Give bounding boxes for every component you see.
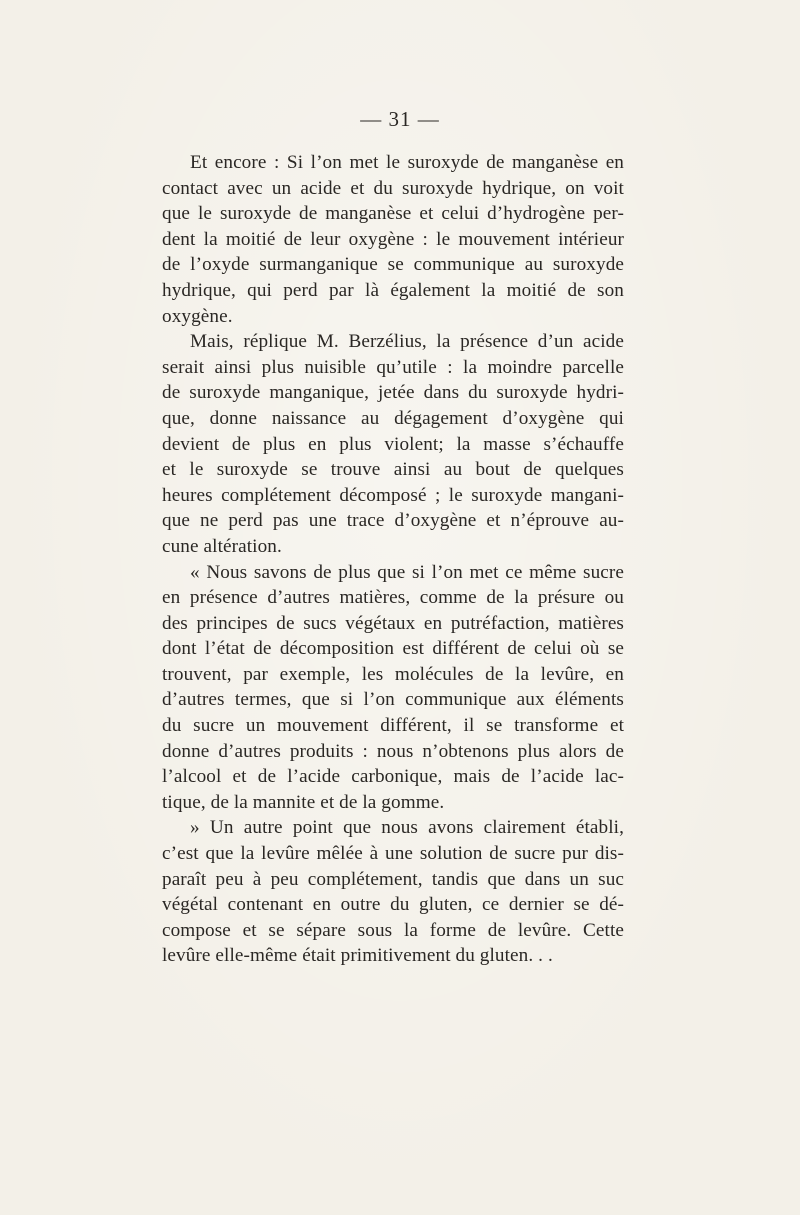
- text-line: « Nous savons de plus que si l’on met ce même sucre: [190, 561, 624, 583]
- text-line: d’autres termes, que si l’on communique aux éléments: [162, 689, 624, 711]
- text-line: et le suroxyde se trouve ainsi au bout de quelques: [162, 459, 624, 481]
- text-line: des principes de sucs végétaux en putréfaction, matières: [162, 612, 624, 634]
- text-line: du sucre un mouvement différent, il se transforme et: [162, 715, 624, 737]
- text-line: que, donne naissance au dégagement d’oxygène qui: [162, 407, 624, 429]
- text-line: levûre elle-même était primitivement du gluten. . .: [162, 945, 553, 967]
- text-line: l’alcool et de l’acide carbonique, mais de l’acide lac-: [162, 766, 624, 788]
- text-line: en présence d’autres matières, comme de la présure ou: [162, 587, 624, 609]
- text-line: que le suroxyde de manganèse et celui d’hydrogène per-: [162, 203, 624, 225]
- page-number: — 31 —: [360, 107, 440, 131]
- text-line: heures complétement décomposé ; le suroxyde mangani-: [162, 484, 624, 506]
- text-line: dent la moitié de leur oxygène : le mouvement intérieur: [162, 228, 624, 250]
- text-line: Et encore : Si l’on met le suroxyde de manganèse en: [190, 152, 624, 173]
- text-line: hydrique, qui perd par là également la moitié de son: [162, 279, 624, 301]
- text-line: » Un autre point que nous avons clairement établi,: [190, 817, 624, 839]
- text-line: Mais, réplique M. Berzélius, la présence d’un acide: [190, 331, 624, 353]
- text-line: tique, de la mannite et de la gomme.: [162, 791, 445, 813]
- text-line: paraît peu à peu complétement, tandis que dans un suc: [162, 868, 624, 890]
- text-line: que ne perd pas une trace d’oxygène et n’éprouve au-: [162, 510, 624, 532]
- text-line: de suroxyde manganique, jetée dans du suroxyde hydri-: [162, 382, 624, 404]
- text-line: donne d’autres produits : nous n’obtenons plus alors de: [162, 740, 624, 762]
- text-line: c’est que la levûre mêlée à une solution de sucre pur dis-: [162, 843, 624, 865]
- text-line: compose et se sépare sous la forme de levûre. Cette: [162, 919, 624, 941]
- text-line: serait ainsi plus nuisible qu’utile : la moindre parcelle: [162, 356, 624, 378]
- text-line: de l’oxyde surmanganique se communique au suroxyde: [162, 254, 624, 276]
- text-line: trouvent, par exemple, les molécules de la levûre, en: [162, 663, 624, 685]
- body-text: [162, 150, 624, 969]
- text-line: oxygène.: [162, 305, 233, 327]
- text-line: devient de plus en plus violent; la masse s’échauffe: [162, 433, 624, 455]
- text-line: dont l’état de décomposition est différent de celui où se: [162, 638, 624, 660]
- text-line: contact avec un acide et du suroxyde hydrique, on voit: [162, 177, 624, 199]
- text-line: cune altération.: [162, 535, 282, 557]
- text-line: végétal contenant en outre du gluten, ce dernier se dé-: [162, 894, 624, 916]
